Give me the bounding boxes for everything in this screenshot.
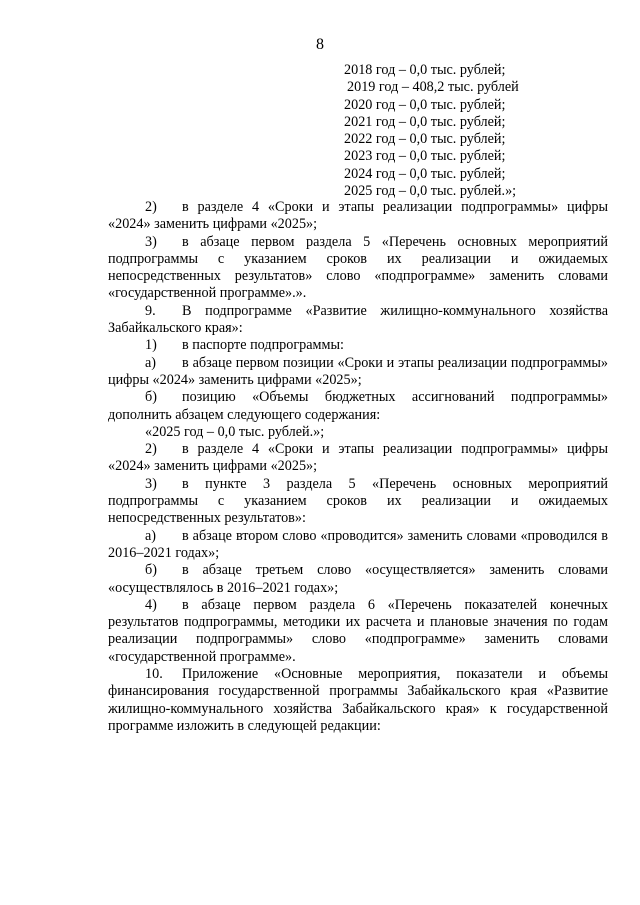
item-number: б) xyxy=(145,389,157,406)
budget-line-2024: 2024 год – 0,0 тыс. рублей; xyxy=(344,165,506,182)
paragraph-item xyxy=(108,562,608,597)
paragraph-item xyxy=(108,476,608,528)
item-number: 9. xyxy=(145,302,156,319)
paragraph-item xyxy=(108,424,608,441)
paragraph-item xyxy=(108,528,608,563)
budget-line-2021: 2021 год – 0,0 тыс. рублей; xyxy=(344,113,506,130)
item-number: 3) xyxy=(145,475,157,492)
paragraph-item xyxy=(108,337,608,354)
document-body xyxy=(108,199,608,735)
paragraph-item xyxy=(108,234,608,303)
item-text: позицию «Объемы бюджетных ассигнований подпрограммы» дополнить абзацем следующего содержания: xyxy=(108,389,608,423)
item-number: 1) xyxy=(145,337,157,354)
item-number: а) xyxy=(145,527,157,544)
budget-line-2019: 2019 год – 408,2 тыс. рублей xyxy=(347,79,519,96)
budget-line-2022: 2022 год – 0,0 тыс. рублей; xyxy=(344,131,506,148)
item-text: в абзаце третьем слово «осуществляется» заменить словами «осуществлялось в 2016–2021 годах»; xyxy=(108,562,608,596)
item-text: в абзаце первом позиции «Сроки и этапы реализации подпрограммы» цифры «2024» заменить цифрами «2025»; xyxy=(108,354,608,388)
budget-year-list xyxy=(344,62,519,200)
item-text: Приложение «Основные мероприятия, показатели и объемы финансирования государственной программы Забайкальского края «Развитие жилищно-коммунального хозяйства Забайкальского края» к государственной программе изложить в следующей редакции: xyxy=(108,666,608,734)
item-text: в абзаце втором слово «проводится» заменить словами «проводился в 2016–2021 годах»; xyxy=(108,527,608,561)
budget-line-2018: 2018 год – 0,0 тыс. рублей; xyxy=(344,62,506,78)
item-number: 3) xyxy=(145,233,157,250)
paragraph-item xyxy=(108,389,608,424)
item-text: В подпрограмме «Развитие жилищно-коммунального хозяйства Забайкальского края»: xyxy=(108,302,608,337)
item-number: а) xyxy=(145,354,157,371)
paragraph-item xyxy=(108,441,608,476)
item-text: в разделе 4 «Сроки и этапы реализации подпрограммы» цифры «2024» заменить цифрами «2025»; xyxy=(108,199,608,233)
paragraph-item xyxy=(108,355,608,390)
paragraph-item xyxy=(108,199,608,234)
item-text: в абзаце первом раздела 6 «Перечень показателей конечных результатов подпрограммы, методики их расчета и плановые значения по годам реализации подпрограммы» слово «подпрограмме» заменить словами «государственной программе». xyxy=(108,596,608,665)
item-number: 2) xyxy=(145,199,157,215)
item-number: б) xyxy=(145,562,157,579)
budget-line-2020: 2020 год – 0,0 тыс. рублей; xyxy=(344,96,506,113)
paragraph-item xyxy=(108,666,608,735)
item-number: 10. xyxy=(145,666,163,683)
page-number: 8 xyxy=(316,36,324,53)
item-text: в абзаце первом раздела 5 «Перечень основных мероприятий подпрограммы с указанием сроков их реализации и ожидаемых непосредственных результатов» слово «подпрограмме» заменить словами «государственной программе».». xyxy=(108,233,608,302)
item-number: 2) xyxy=(145,441,157,458)
item-text: в пункте 3 раздела 5 «Перечень основных мероприятий подпрограммы с указанием сроков их реализации и ожидаемых непосредственных результатов»: xyxy=(108,475,608,527)
budget-line-2023: 2023 год – 0,0 тыс. рублей; xyxy=(344,148,506,165)
paragraph-item xyxy=(108,303,608,338)
item-number: 4) xyxy=(145,596,157,613)
item-text: в разделе 4 «Сроки и этапы реализации подпрограммы» цифры «2024» заменить цифрами «2025»; xyxy=(108,441,608,475)
budget-line-2025: 2025 год – 0,0 тыс. рублей.»; xyxy=(344,183,517,200)
paragraph-item xyxy=(108,597,608,666)
item-text: «2025 год – 0,0 тыс. рублей.»; xyxy=(145,423,325,440)
item-text: в паспорте подпрограммы: xyxy=(182,337,344,354)
